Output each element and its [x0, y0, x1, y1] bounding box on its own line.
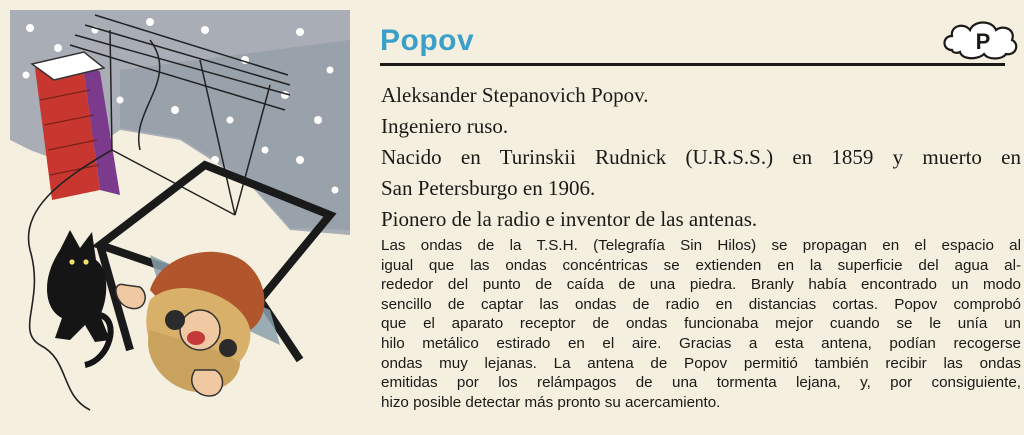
body-line: hizo posible detectar más pronto su acercamiento. [381, 393, 721, 411]
bio-line: Pionero de la radio e inventor de las antenas. [381, 207, 758, 231]
bio-line: Ingeniero ruso. [381, 114, 509, 138]
title-rule [380, 63, 1005, 66]
body-line: rededor del punto de caída de una piedra. Branly había encontrado un modo [381, 276, 1021, 294]
body-line: Las ondas de la T.S.H. (Telegrafía Sin Hilos) se propagan en el espacio al [381, 237, 1021, 254]
body-line: emitidas por los relámpagos de una tormenta lejana, y, por consiguiente, [381, 374, 1021, 392]
bio-line: San Petersburgo en 1906. [381, 176, 596, 200]
popov-illustration [0, 0, 360, 435]
body-line: hilo metálico estirado en el aire. Gracias a esta antena, podían recogerse [381, 334, 1021, 352]
bio-line: Aleksander Stepanovich Popov. [381, 83, 649, 107]
badge-letter: P [975, 29, 991, 54]
biography [381, 80, 1021, 235]
body-line: sencillo de captar las ondas de radio en distancias cortas. Popov comprobó [381, 295, 1021, 313]
body-line: igual que las ondas concéntricas se extienden en la superficie del agua al- [381, 256, 1021, 274]
bio-line: Nacido en Turinskii Rudnick (U.R.S.S.) en 1859 y muerto en [381, 145, 1021, 169]
body-line: ondas muy lejanas. La antena de Popov permitió también recibir las ondas [381, 354, 1021, 372]
body-line: que el aparato receptor de ondas funcionaba mejor cuando se le unía un [381, 315, 1021, 333]
entry-title: Popov [380, 24, 475, 57]
body-paragraph [381, 236, 1021, 412]
popov-figure [116, 252, 264, 396]
letter-badge-icon [938, 18, 1020, 62]
